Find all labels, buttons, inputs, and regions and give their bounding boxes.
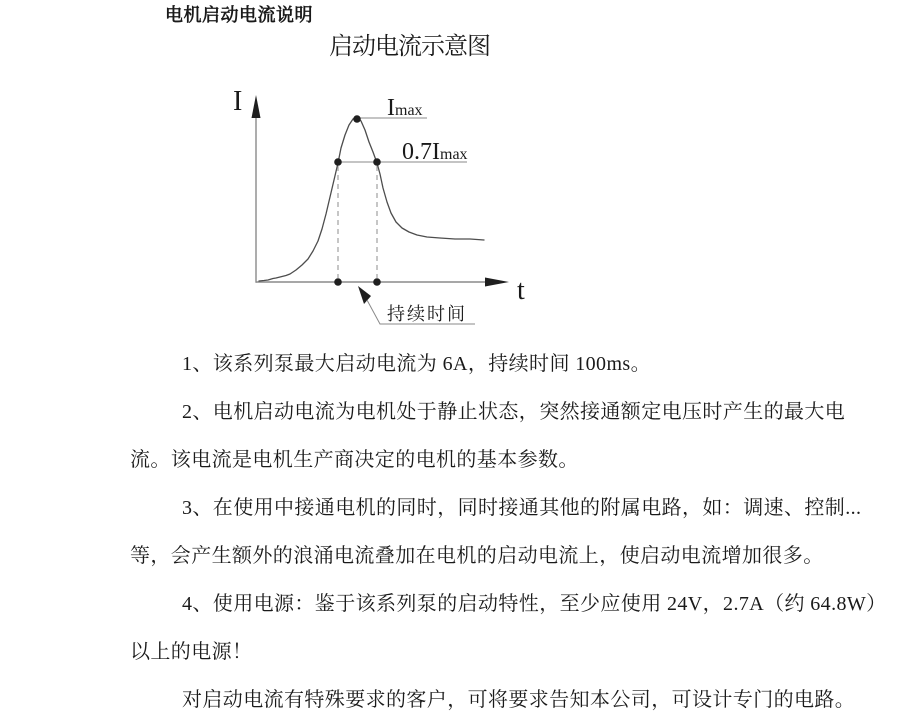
marker-dot: [353, 115, 361, 123]
x-axis-label: t: [517, 275, 525, 306]
level-label: [402, 139, 468, 165]
duration-label: 持续时间: [387, 304, 467, 324]
imax-label-sub: max: [395, 102, 423, 119]
marker-dot: [334, 278, 342, 286]
paragraph-line-5: 等，会产生额外的浪涌电流叠加在电机的启动电流上，使启动电流增加很多。: [130, 545, 824, 567]
paragraph-line-2: 2、电机启动电流为电机处于静止状态，突然接通额定电压时产生的最大电: [182, 401, 846, 423]
level-label-sub: max: [440, 146, 468, 163]
level-label-main: 0.7I: [402, 139, 440, 165]
doc-heading: 电机启动电流说明: [165, 5, 313, 25]
paragraph-line-4: 3、在使用中接通电机的同时，同时接通其他的附属电路，如：调速、控制...: [182, 497, 862, 519]
dashed-lines: [338, 166, 377, 278]
y-axis-arrow-icon: [252, 95, 261, 118]
marker-dot: [334, 158, 342, 166]
current-curve: [259, 117, 484, 281]
x-axis-arrow-icon: [485, 278, 509, 287]
paragraph-line-7: 以上的电源！: [130, 641, 253, 663]
imax-label: [387, 95, 423, 121]
marker-dot: [373, 278, 381, 286]
duration-arrow-icon: [358, 286, 371, 304]
marker-dot: [373, 158, 381, 166]
diagram-title: 启动电流示意图: [329, 34, 490, 60]
imax-label-main: I: [387, 95, 395, 121]
y-axis-label: I: [233, 86, 243, 117]
paragraph-line-3: 流。该电流是电机生产商决定的电机的基本参数。: [130, 449, 579, 471]
marker-dots: [334, 115, 381, 286]
paragraph-line-1: 1、该系列泵最大启动电流为 6A，持续时间 100ms。: [182, 353, 651, 375]
paragraph-line-6: 4、使用电源：鉴于该系列泵的启动特性，至少应使用 24V，2.7A（约 64.8W）: [182, 593, 887, 615]
paragraph-line-8: 对启动电流有特殊要求的客户，可将要求告知本公司，可设计专门的电路。: [182, 689, 856, 711]
current-diagram: [220, 80, 540, 340]
